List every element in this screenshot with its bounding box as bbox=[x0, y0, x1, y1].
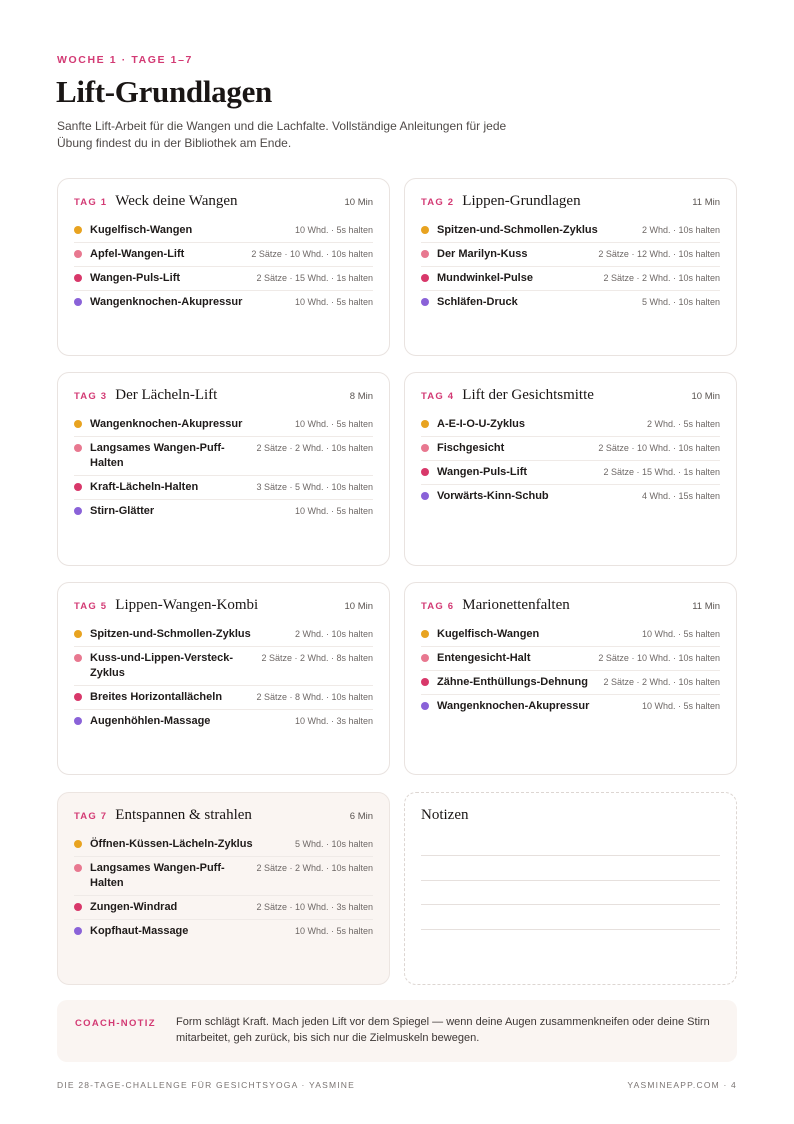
exercise-dot-icon bbox=[74, 840, 82, 848]
exercise-dot-icon bbox=[421, 468, 429, 476]
exercise-row bbox=[74, 291, 373, 314]
exercise-row bbox=[74, 686, 373, 710]
coach-note bbox=[57, 1000, 737, 1062]
exercise-row bbox=[74, 857, 373, 896]
exercise-dot-icon bbox=[74, 717, 82, 725]
exercise-name: Kugelfisch-Wangen bbox=[437, 628, 540, 640]
exercise-meta: 2 Sätze · 15 Whd. · 1s halten bbox=[603, 467, 720, 477]
exercise-name: Wangenknochen-Akupressur bbox=[90, 418, 243, 430]
exercise-dot-icon bbox=[421, 298, 429, 306]
page-title: Lift-Grundlagen bbox=[56, 74, 272, 109]
day-card-2 bbox=[404, 178, 737, 356]
day-duration: 10 Min bbox=[344, 197, 373, 208]
exercise-row bbox=[74, 243, 373, 267]
exercise-meta: 4 Whd. · 15s halten bbox=[641, 491, 720, 501]
exercise-list bbox=[74, 833, 373, 943]
exercise-list bbox=[421, 623, 720, 718]
note-line bbox=[421, 855, 720, 856]
exercise-row bbox=[74, 267, 373, 291]
exercise-list bbox=[74, 413, 373, 523]
exercise-meta: 2 Whd. · 10s halten bbox=[641, 225, 720, 235]
footer-title: DIE 28-TAGE-CHALLENGE FÜR GESICHTSYOGA · YASMINE bbox=[57, 1080, 356, 1090]
day-tag: TAG 3 bbox=[74, 391, 108, 402]
exercise-name: Stirn-Glätter bbox=[90, 505, 155, 517]
day-card-header bbox=[421, 597, 720, 617]
exercise-meta: 2 Sätze · 10 Whd. · 10s halten bbox=[598, 443, 720, 453]
exercise-row bbox=[421, 437, 720, 461]
exercise-name: Spitzen-und-Schmollen-Zyklus bbox=[437, 224, 598, 236]
intro-text: Sanfte Lift-Arbeit für die Wangen und die Lachfalte. Vollständige Anleitungen für jede Übung findest du in der Bibliothek am Ende. bbox=[57, 119, 507, 150]
exercise-row bbox=[74, 647, 373, 686]
day-tag: TAG 6 bbox=[421, 601, 455, 612]
day-duration: 10 Min bbox=[344, 601, 373, 612]
exercise-name: Kopfhaut-Massage bbox=[90, 925, 189, 937]
day-tag: TAG 1 bbox=[74, 197, 108, 208]
day-duration: 11 Min bbox=[692, 601, 720, 612]
exercise-list bbox=[74, 219, 373, 314]
exercise-name: A-E-I-O-U-Zyklus bbox=[437, 418, 525, 430]
day-card-header bbox=[421, 387, 720, 407]
day-tag: TAG 7 bbox=[74, 811, 108, 822]
day-tag: TAG 2 bbox=[421, 197, 455, 208]
exercise-row bbox=[74, 710, 373, 733]
exercise-name: Spitzen-und-Schmollen-Zyklus bbox=[90, 628, 251, 640]
exercise-row bbox=[74, 623, 373, 647]
exercise-row bbox=[74, 920, 373, 943]
exercise-dot-icon bbox=[421, 250, 429, 258]
exercise-dot-icon bbox=[421, 420, 429, 428]
notes-title: Notizen bbox=[421, 807, 469, 823]
day-title: Der Lächeln-Lift bbox=[115, 387, 218, 403]
exercise-name: Apfel-Wangen-Lift bbox=[90, 248, 185, 260]
exercise-row bbox=[74, 833, 373, 857]
exercise-dot-icon bbox=[421, 702, 429, 710]
exercise-dot-icon bbox=[74, 693, 82, 701]
exercise-name: Mundwinkel-Pulse bbox=[437, 272, 533, 284]
day-duration: 8 Min bbox=[349, 391, 373, 402]
exercise-row bbox=[74, 500, 373, 523]
exercise-dot-icon bbox=[74, 864, 82, 872]
day-title: Weck deine Wangen bbox=[115, 193, 238, 209]
exercise-row bbox=[74, 219, 373, 243]
exercise-row bbox=[421, 267, 720, 291]
exercise-meta: 2 Sätze · 2 Whd. · 10s halten bbox=[603, 273, 720, 283]
exercise-meta: 10 Whd. · 5s halten bbox=[641, 701, 720, 711]
day-card-header bbox=[74, 597, 373, 617]
coach-note-text: Form schlägt Kraft. Mach jeden Lift vor dem Spiegel — wenn deine Augen zusammenkneifen oder deine Stirn mitarbeitet, geh zurück, bis sich nur die Zielmuskeln bewegen. bbox=[176, 1016, 710, 1044]
exercise-meta: 2 Sätze · 2 Whd. · 10s halten bbox=[256, 863, 373, 873]
exercise-row bbox=[421, 291, 720, 314]
exercise-meta: 10 Whd. · 5s halten bbox=[294, 297, 373, 307]
exercise-meta: 2 Whd. · 5s halten bbox=[646, 419, 720, 429]
exercise-dot-icon bbox=[421, 630, 429, 638]
notes-card[interactable] bbox=[404, 792, 737, 985]
exercise-dot-icon bbox=[74, 420, 82, 428]
exercise-list bbox=[421, 413, 720, 508]
exercise-meta: 3 Sätze · 5 Whd. · 10s halten bbox=[256, 482, 373, 492]
exercise-meta: 5 Whd. · 10s halten bbox=[294, 839, 373, 849]
day-card-header bbox=[421, 193, 720, 213]
exercise-name: Kraft-Lächeln-Halten bbox=[90, 481, 199, 493]
exercise-meta: 2 Sätze · 2 Whd. · 8s halten bbox=[261, 653, 373, 663]
exercise-name: Wangen-Puls-Lift bbox=[437, 466, 528, 478]
exercise-name: Der Marilyn-Kuss bbox=[437, 248, 528, 260]
exercise-row bbox=[421, 485, 720, 508]
day-tag: TAG 5 bbox=[74, 601, 108, 612]
exercise-list bbox=[74, 623, 373, 733]
coach-note-tag: COACH-NOTIZ bbox=[75, 1018, 156, 1029]
day-card-1 bbox=[57, 178, 390, 356]
exercise-name: Öffnen-Küssen-Lächeln-Zyklus bbox=[90, 838, 253, 850]
note-line bbox=[421, 929, 720, 930]
day-card-5 bbox=[57, 582, 390, 775]
day-title: Lippen-Wangen-Kombi bbox=[115, 597, 259, 613]
exercise-name: Entengesicht-Halt bbox=[437, 652, 531, 664]
exercise-row bbox=[421, 695, 720, 718]
exercise-name: Zähne-Enthüllungs-Dehnung bbox=[437, 676, 588, 688]
note-line bbox=[421, 904, 720, 905]
exercise-name: Wangenknochen-Akupressur bbox=[90, 296, 243, 308]
exercise-row bbox=[74, 437, 373, 476]
exercise-dot-icon bbox=[74, 226, 82, 234]
exercise-row bbox=[421, 647, 720, 671]
exercise-row bbox=[74, 413, 373, 437]
exercise-meta: 2 Sätze · 10 Whd. · 3s halten bbox=[256, 902, 373, 912]
exercise-row bbox=[421, 461, 720, 485]
exercise-meta: 2 Sätze · 10 Whd. · 10s halten bbox=[598, 653, 720, 663]
day-duration: 10 Min bbox=[691, 391, 720, 402]
footer-page: YASMINEAPP.COM · 4 bbox=[627, 1080, 737, 1090]
exercise-name: Fischgesicht bbox=[437, 442, 505, 454]
day-title: Entspannen & strahlen bbox=[115, 807, 252, 823]
exercise-dot-icon bbox=[421, 654, 429, 662]
exercise-row bbox=[421, 219, 720, 243]
exercise-name: Wangen-Puls-Lift bbox=[90, 272, 181, 284]
exercise-dot-icon bbox=[421, 444, 429, 452]
exercise-name: Breites Horizontallächeln bbox=[90, 691, 223, 703]
exercise-dot-icon bbox=[74, 250, 82, 258]
exercise-dot-icon bbox=[421, 274, 429, 282]
exercise-meta: 2 Sätze · 2 Whd. · 10s halten bbox=[256, 443, 373, 453]
exercise-meta: 2 Whd. · 10s halten bbox=[294, 629, 373, 639]
exercise-dot-icon bbox=[74, 903, 82, 911]
exercise-dot-icon bbox=[74, 630, 82, 638]
exercise-dot-icon bbox=[421, 492, 429, 500]
exercise-meta: 10 Whd. · 5s halten bbox=[294, 419, 373, 429]
exercise-name: Schläfen-Druck bbox=[437, 296, 518, 308]
day-duration: 11 Min bbox=[692, 197, 720, 208]
exercise-name: Vorwärts-Kinn-Schub bbox=[437, 490, 549, 502]
exercise-name: Wangenknochen-Akupressur bbox=[437, 700, 590, 712]
exercise-meta: 2 Sätze · 12 Whd. · 10s halten bbox=[598, 249, 720, 259]
week-eyebrow: WOCHE 1 · TAGE 1–7 bbox=[57, 54, 193, 66]
exercise-dot-icon bbox=[74, 444, 82, 452]
exercise-row bbox=[421, 413, 720, 437]
exercise-name: Augenhöhlen-Massage bbox=[90, 715, 211, 727]
day-card-header bbox=[74, 193, 373, 213]
day-card-6 bbox=[404, 582, 737, 775]
day-card-3 bbox=[57, 372, 390, 566]
day-card-7 bbox=[57, 792, 390, 985]
day-title: Lift der Gesichtsmitte bbox=[462, 387, 594, 403]
exercise-meta: 10 Whd. · 5s halten bbox=[641, 629, 720, 639]
exercise-dot-icon bbox=[74, 927, 82, 935]
exercise-dot-icon bbox=[74, 654, 82, 662]
exercise-meta: 2 Sätze · 2 Whd. · 10s halten bbox=[603, 677, 720, 687]
exercise-row bbox=[421, 243, 720, 267]
day-duration: 6 Min bbox=[349, 811, 373, 822]
exercise-list bbox=[421, 219, 720, 314]
exercise-dot-icon bbox=[74, 274, 82, 282]
day-card-header bbox=[74, 387, 373, 407]
exercise-meta: 10 Whd. · 3s halten bbox=[294, 716, 373, 726]
exercise-meta: 10 Whd. · 5s halten bbox=[294, 506, 373, 516]
exercise-dot-icon bbox=[421, 678, 429, 686]
exercise-row bbox=[74, 896, 373, 920]
day-tag: TAG 4 bbox=[421, 391, 455, 402]
exercise-name: Langsames Wangen-Puff-Halten bbox=[90, 442, 225, 469]
exercise-row bbox=[421, 623, 720, 647]
day-card-4 bbox=[404, 372, 737, 566]
day-card-header bbox=[74, 807, 373, 827]
day-title: Marionettenfalten bbox=[462, 597, 570, 613]
exercise-row bbox=[74, 476, 373, 500]
exercise-dot-icon bbox=[74, 507, 82, 515]
exercise-meta: 10 Whd. · 5s halten bbox=[294, 225, 373, 235]
exercise-meta: 2 Sätze · 15 Whd. · 1s halten bbox=[256, 273, 373, 283]
exercise-name: Zungen-Windrad bbox=[90, 901, 178, 913]
exercise-meta: 10 Whd. · 5s halten bbox=[294, 926, 373, 936]
exercise-dot-icon bbox=[421, 226, 429, 234]
exercise-meta: 2 Sätze · 10 Whd. · 10s halten bbox=[251, 249, 373, 259]
day-title: Lippen-Grundlagen bbox=[462, 193, 581, 209]
exercise-row bbox=[421, 671, 720, 695]
exercise-name: Kugelfisch-Wangen bbox=[90, 224, 193, 236]
exercise-meta: 5 Whd. · 10s halten bbox=[641, 297, 720, 307]
exercise-dot-icon bbox=[74, 298, 82, 306]
exercise-name: Langsames Wangen-Puff-Halten bbox=[90, 862, 225, 889]
exercise-name: Kuss-und-Lippen-Versteck-Zyklus bbox=[90, 652, 234, 679]
exercise-dot-icon bbox=[74, 483, 82, 491]
note-line bbox=[421, 880, 720, 881]
exercise-meta: 2 Sätze · 8 Whd. · 10s halten bbox=[256, 692, 373, 702]
